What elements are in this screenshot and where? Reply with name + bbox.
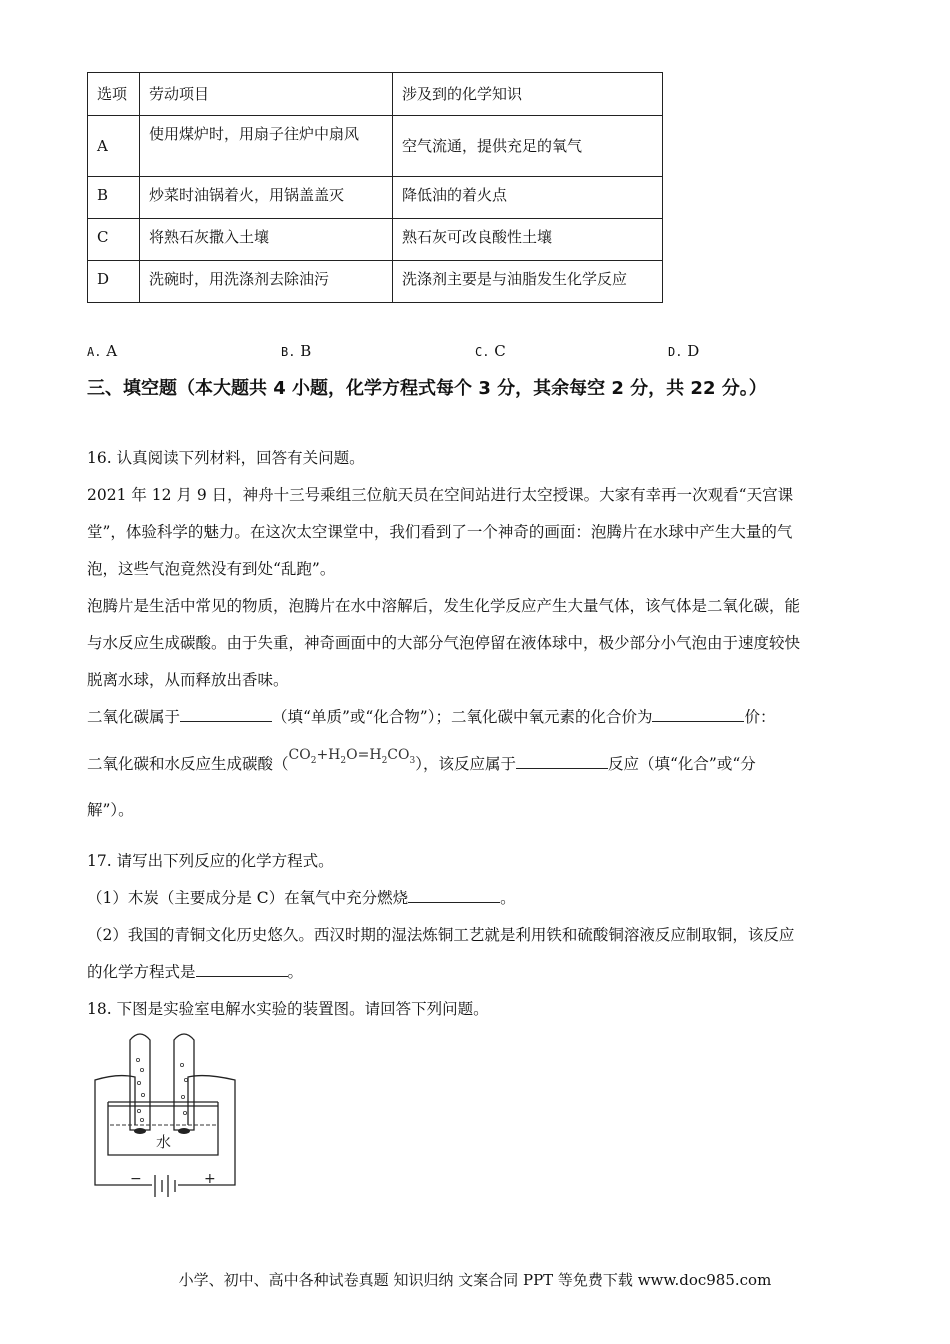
passage-line: 脱离水球，从而释放出香味。 [87, 671, 289, 689]
table-cell: 熟石灰可改良酸性土壤 [393, 219, 663, 261]
question-line: （2）我国的青铜文化历史悠久。西汉时期的湿法炼铜工艺就是利用铁和硫酸铜溶液反应制取铜，该反应 [87, 926, 795, 944]
question-stem: 16. 认真阅读下列材料，回答有关问题。 [87, 449, 365, 467]
passage-line: 堂”，体验科学的魅力。在这次太空课堂中，我们看到了一个神奇的画面：泡腾片在水球中产生大量的气 [87, 523, 793, 541]
question-line: （1）木炭（主要成分是 C）在氧气中充分燃烧 。 [87, 880, 862, 917]
minus-label: − [130, 1171, 142, 1187]
page-footer: 小学、初中、高中各种试卷真题 知识归纳 文案合同 PPT 等免费下载 www.doc985.com [178, 1271, 772, 1289]
electrolysis-apparatus-diagram [90, 1025, 240, 1210]
table-cell: C [88, 219, 140, 261]
answer-blank[interactable] [516, 750, 608, 769]
question-line: 的化学方程式是 。 [87, 954, 862, 991]
table-row [88, 116, 663, 177]
options-table [87, 72, 663, 303]
answer-blank[interactable] [196, 958, 288, 977]
answer-blank[interactable] [408, 884, 500, 903]
table-cell: 使用煤炉时，用扇子往炉中扇风 [140, 116, 393, 177]
table-row [88, 261, 663, 303]
question-line: 解”）。 [87, 801, 134, 819]
table-cell: 将熟石灰撒入土壤 [140, 219, 393, 261]
table-header-cell: 涉及到的化学知识 [393, 73, 663, 116]
choice-c[interactable]: C. C [475, 342, 506, 360]
passage-line: 泡腾片是生活中常见的物质，泡腾片在水中溶解后，发生化学反应产生大量气体，该气体是二氧化碳，能 [87, 597, 801, 615]
right-test-tube [174, 1034, 194, 1130]
choice-a[interactable]: A. A [87, 342, 118, 360]
table-header-row [88, 73, 663, 116]
question-stem: 18. 下图是实验室电解水实验的装置图。请回答下列问题。 [87, 1000, 489, 1018]
answer-blank[interactable] [652, 703, 744, 722]
table-cell: 空气流通，提供充足的氧气 [393, 116, 663, 177]
table-cell: 降低油的着火点 [393, 177, 663, 219]
choice-d[interactable]: D. D [668, 342, 700, 360]
table-row [88, 219, 663, 261]
question-line: 二氧化碳和水反应生成碳酸$(CO_2+H_2O=H_2CO_3)$，该反应属于 反应（填“化合”或“分 [87, 747, 756, 773]
table-cell: D [88, 261, 140, 303]
question-17 [87, 843, 862, 1028]
passage-line: 2021 年 12 月 9 日，神舟十三号乘组三位航天员在空间站进行太空授课。大家有幸再一次观看“天宫课 [87, 486, 794, 504]
question-stem: 17. 请写出下列反应的化学方程式。 [87, 852, 334, 870]
positive-electrode [178, 1128, 190, 1134]
table-cell: 洗碗时，用洗涤剂去除油污 [140, 261, 393, 303]
question-line: 二氧化碳属于 （填“单质”或“化合物”）；二氧化碳中氧元素的化合价为 价： [87, 699, 862, 736]
section-title: 三、填空题（本大题共 4 小题，化学方程式每个 3 分，其余每空 2 分，共 22 分。） [87, 378, 767, 399]
water-label: 水 [156, 1133, 172, 1151]
table-cell: B [88, 177, 140, 219]
table-cell: 炒菜时油锅着火，用锅盖盖灭 [140, 177, 393, 219]
choice-b[interactable]: B. B [281, 342, 312, 360]
equation-formula: $CO_2+H_2O=H_2CO_3$ [288, 747, 416, 766]
table-cell: A [88, 116, 140, 177]
table-header-cell: 劳动项目 [140, 73, 393, 116]
table-row [88, 177, 663, 219]
question-16 [87, 440, 862, 829]
passage-line: 与水反应生成碳酸。由于失重，神奇画面中的大部分气泡停留在液体球中，极少部分小气泡由于速度较快 [87, 634, 801, 652]
passage-line: 泡，这些气泡竟然没有到处“乱跑”。 [87, 560, 336, 578]
table-cell: 洗涤剂主要是与油脂发生化学反应 [393, 261, 663, 303]
table-header-cell: 选项 [88, 73, 140, 116]
plus-label: + [204, 1171, 216, 1187]
answer-blank[interactable] [180, 703, 272, 722]
negative-electrode [134, 1128, 146, 1134]
